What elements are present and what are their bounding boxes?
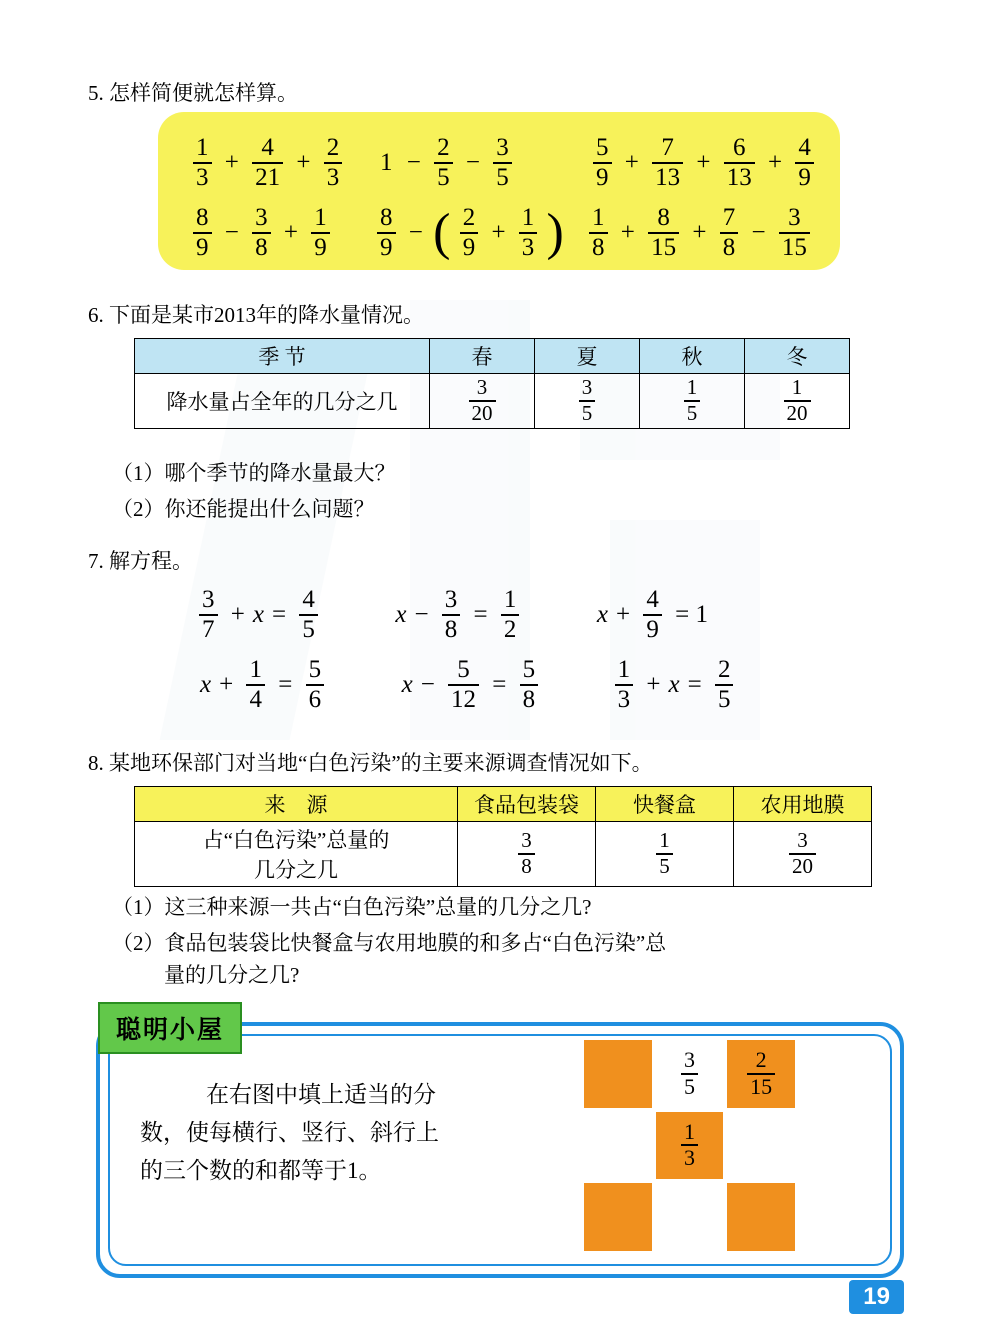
magic-cell-r3c3[interactable] bbox=[725, 1181, 797, 1253]
equation-7-3: x + $\frac{4}{9}$ = 1 bbox=[596, 586, 708, 643]
header-cell-winter: 冬 bbox=[745, 339, 850, 374]
value-cell-lunch-box bbox=[596, 822, 734, 887]
fraction-denominator: 5 bbox=[656, 853, 673, 879]
fraction-numerator: 1 bbox=[791, 375, 803, 400]
row-label-line-1: 占“白色污染”总量的 bbox=[202, 828, 390, 852]
value-cell-autumn bbox=[640, 374, 745, 429]
magic-cell-r2c3[interactable] bbox=[725, 1110, 797, 1182]
fraction-denominator: 20 bbox=[789, 853, 816, 879]
expr-5-6: $\frac{1}{8}$ + $\frac{8}{15}$ + $\frac{7}{8}$ − $\frac{3}{15}$ bbox=[586, 204, 813, 262]
header-cell-spring: 春 bbox=[430, 339, 535, 374]
table-header-row bbox=[135, 339, 850, 374]
table-header-row bbox=[135, 787, 872, 822]
magic-cell-r1c3[interactable] bbox=[725, 1038, 797, 1110]
value-cell-food-bag bbox=[458, 822, 596, 887]
magic-cell-r1c2[interactable] bbox=[654, 1038, 726, 1110]
smart-house-text bbox=[140, 1076, 560, 1190]
problem-8-question-1: （1）这三种来源一共占“白色污染”总量的几分之几? bbox=[112, 895, 592, 919]
smart-text-line-2: 数，使每横行、竖行、斜行上 bbox=[140, 1119, 439, 1145]
fraction-numerator: 3 bbox=[683, 1047, 695, 1073]
magic-cell-r3c1[interactable] bbox=[582, 1181, 654, 1253]
equation-7-6: $\frac{1}{3}$ + x = $\frac{2}{5}$ bbox=[612, 670, 737, 697]
equation-7-2: x − $\frac{3}{8}$ = $\frac{1}{2}$ bbox=[391, 600, 528, 627]
fraction-denominator: 5 bbox=[681, 1073, 698, 1100]
fraction-denominator: 15 bbox=[747, 1073, 775, 1100]
header-cell-farm-film: 农用地膜 bbox=[734, 787, 872, 822]
fraction-denominator: 20 bbox=[784, 400, 811, 426]
problem-7-row-1 bbox=[196, 586, 712, 644]
fraction-numerator: 3 bbox=[476, 375, 488, 400]
magic-cell-r2c1[interactable] bbox=[582, 1110, 654, 1182]
fraction-denominator: 5 bbox=[579, 400, 596, 426]
problem-6-question-2: （2）你还能提出什么问题？ bbox=[112, 497, 375, 521]
magic-cell-r1c1[interactable] bbox=[582, 1038, 654, 1110]
problem-8-question-2 bbox=[112, 928, 912, 991]
equation-7-1: $\frac{3}{7}$ + x = $\frac{4}{5}$ bbox=[196, 600, 327, 627]
expr-5-2: 1 − $\frac{2}{5}$ − $\frac{3}{5}$ bbox=[376, 134, 515, 192]
problem-5-title: 5. 怎样简便就怎样算。 bbox=[88, 81, 298, 105]
table-row bbox=[135, 374, 850, 429]
fraction-numerator: 1 bbox=[686, 375, 698, 400]
page-number: 19 bbox=[849, 1280, 904, 1314]
fraction-denominator: 3 bbox=[681, 1144, 698, 1171]
problem-6-table bbox=[134, 338, 850, 429]
magic-cell-r2c2[interactable] bbox=[654, 1110, 726, 1182]
magic-cell-r3c2[interactable] bbox=[654, 1181, 726, 1253]
smart-text-line-1: 在右图中填上适当的分 bbox=[206, 1082, 436, 1107]
equation-7-4: x + $\frac{1}{4}$ = $\frac{5}{6}$ bbox=[196, 670, 333, 697]
fraction-denominator: 8 bbox=[518, 853, 535, 879]
problem-8-question-2-line-2: 量的几分之几? bbox=[164, 962, 300, 987]
header-cell-autumn: 秋 bbox=[640, 339, 745, 374]
value-cell-winter bbox=[745, 374, 850, 429]
problem-7-row-2 bbox=[196, 656, 736, 714]
problem-6-title: 6. 下面是某市2013年的降水量情况。 bbox=[88, 303, 424, 327]
fraction-denominator: 5 bbox=[684, 400, 701, 426]
value-cell-farm-film bbox=[734, 822, 872, 887]
problem-6-question-1: （1）哪个季节的降水量最大？ bbox=[112, 461, 396, 485]
fraction-numerator: 1 bbox=[683, 1118, 695, 1144]
header-cell-food-bag: 食品包装袋 bbox=[458, 787, 596, 822]
expr-5-4: $\frac{8}{9}$ − $\frac{3}{8}$ + $\frac{1}{9}$ bbox=[190, 204, 333, 262]
problem-8-table bbox=[134, 786, 872, 887]
smart-text-line-3: 的三个数的和都等于1。 bbox=[140, 1157, 382, 1183]
header-cell-summer: 夏 bbox=[535, 339, 640, 374]
problem-5-expression-box bbox=[158, 112, 840, 270]
table-row bbox=[135, 822, 872, 887]
expr-5-3: $\frac{5}{9}$ + $\frac{7}{13}$ + $\frac{6}{13}$ + $\frac{4}{9}$ bbox=[590, 134, 817, 192]
header-cell-source: 来 源 bbox=[135, 787, 458, 822]
magic-square-grid[interactable] bbox=[580, 1036, 799, 1255]
fraction-numerator: 1 bbox=[659, 828, 670, 853]
fraction-numerator: 3 bbox=[581, 375, 593, 400]
fraction-denominator: 20 bbox=[469, 400, 496, 426]
expr-5-5: $\frac{8}{9}$ − ( $\frac{2}{9}$ + $\frac{1}{3}$ ) bbox=[374, 204, 564, 262]
header-cell-source: 季 节 bbox=[135, 339, 430, 374]
problem-8-question-2-line-1: （2）食品包装袋比快餐盒与农用地膜的和多占“白色污染”总 bbox=[112, 931, 667, 955]
equation-7-5: x − $\frac{5}{12}$ = $\frac{5}{8}$ bbox=[398, 670, 548, 697]
problem-8-title: 8. 某地环保部门对当地“白色污染”的主要来源调查情况如下。 bbox=[88, 751, 653, 775]
header-cell-lunch-box: 快餐盒 bbox=[596, 787, 734, 822]
fraction-numerator: 3 bbox=[797, 828, 808, 853]
fraction-numerator: 3 bbox=[521, 828, 532, 853]
row-label: 降水量占全年的几分之几 bbox=[135, 374, 430, 429]
value-cell-spring bbox=[430, 374, 535, 429]
fraction-numerator: 2 bbox=[755, 1047, 767, 1073]
row-label-line-2: 几分之几 bbox=[254, 858, 338, 882]
value-cell-summer bbox=[535, 374, 640, 429]
smart-house-label: 聪明小屋 bbox=[98, 1002, 242, 1054]
problem-7-title: 7. 解方程。 bbox=[88, 549, 193, 573]
expr-5-1: $\frac{1}{3}$ + $\frac{4}{21}$ + $\frac{2}{3}$ bbox=[190, 134, 345, 192]
row-label bbox=[135, 822, 458, 887]
